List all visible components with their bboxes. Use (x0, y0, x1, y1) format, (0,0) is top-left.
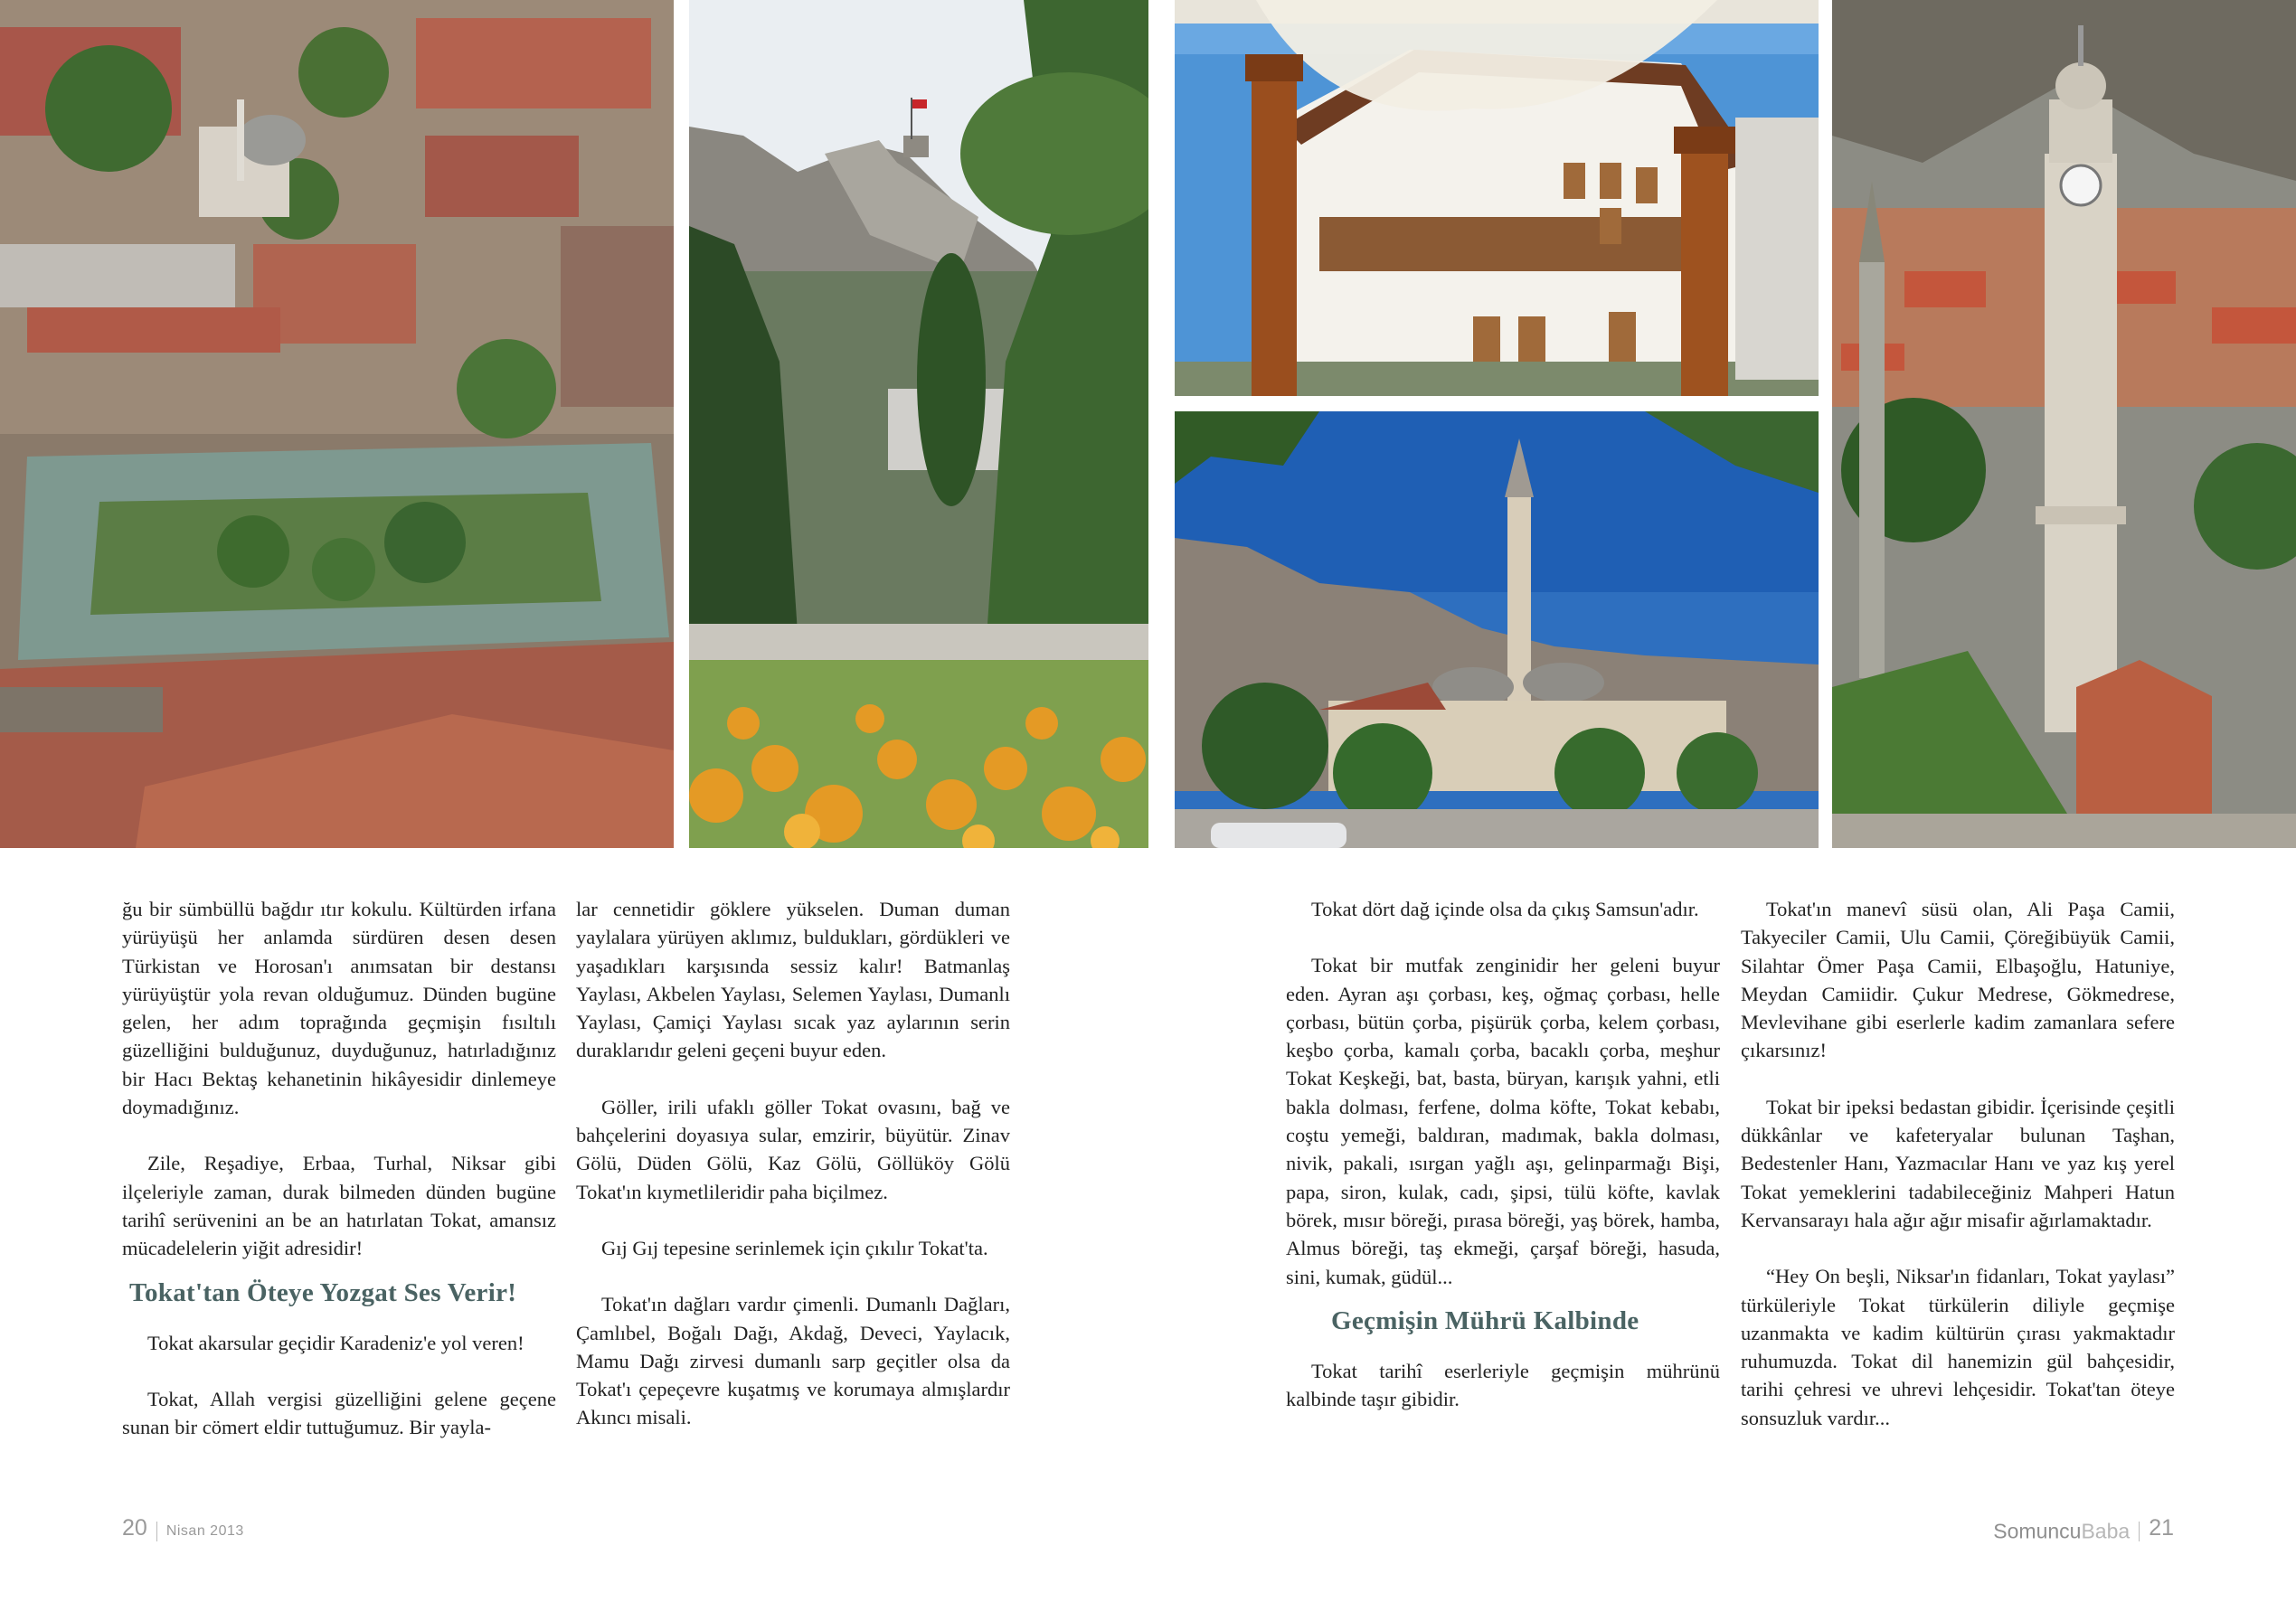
column-2 (576, 895, 1010, 1432)
paragraph: Tokat'ın manevî süsü olan, Ali Paşa Camii, Takyeciler Camii, Ulu Camii, Çöreğibüyük Camii, Silahtar Ömer Paşa Camii, Elbaşoğlu, Hatuniye, Meydan Camiidir. Çukur Medrese, Gökmedrese, Mevlevihane gibi eserlerle kadim zamanlara sefere çıkarsınız! (1741, 898, 2175, 1062)
column-3 (1286, 895, 1720, 1414)
magazine-logo (1993, 1519, 2130, 1542)
photo-mosque-minaret (1175, 411, 1819, 848)
column-4 (1741, 895, 2175, 1432)
paragraph: lar cennetidir göklere yükselen. Duman duman yaylalara yürüyen aklımız, buldukları, gördükleri ve yaşadıkları karşısında sessiz kalır! Batmanlaş Yaylası, Akbelen Yaylası, Selemen Yaylası, Dumanlı Yaylası, Çamiçi Yaylası sıcak yaz aylarının serin duraklarıdır geleni geçeni buyur eden. (576, 898, 1010, 1062)
logo-text: Baba (2081, 1519, 2131, 1543)
paragraph: Tokat'ın dağları vardır çimenli. Dumanlı Dağları, Çamlıbel, Boğalı Dağı, Akdağ, Deveci, Yaylacık, Mamu Dağı zirvesi dumanlı sarp geçitler olsa da Tokat'ı çepeçevre kuşatmış ve korumaya almışlardır Akıncı misali. (576, 1293, 1010, 1429)
photo-castle-flowers (689, 0, 1148, 848)
column-1 (122, 895, 556, 1442)
right-folio (1993, 1515, 2174, 1543)
logo-text: Somuncu (1993, 1519, 2082, 1543)
paragraph: Zile, Reşadiye, Erbaa, Turhal, Niksar gibi ilçeleriyle zaman, durak bilmeden dünden bugüne tarihî serüvenini an be an hatırlatan Tokat, amansız mücadelelerin yiğit adresidir! (122, 1152, 556, 1260)
page-number: 20 (122, 1515, 147, 1541)
paragraph: Gıj Gıj tepesine serinlemek için çıkılır Tokat'ta. (601, 1236, 988, 1259)
paragraph: Tokat tarihî eserleriyle geçmişin mührünü kalbinde taşır gibidir. (1286, 1360, 1720, 1411)
photo-clock-tower (1832, 0, 2296, 848)
photo-aerial-caravanserai (0, 0, 674, 848)
left-folio (122, 1515, 244, 1541)
photo-ottoman-house (1175, 0, 1819, 396)
paragraph: Göller, irili ufaklı göller Tokat ovasını, bağ ve bahçelerini doyasıya sular, emzirir, büyütür. Zinav Gölü, Düden Gölü, Kaz Gölü, Göllüköy Gölü Tokat'ın kıymetlileridir paha biçilmez. (576, 1095, 1010, 1203)
paragraph: Tokat bir mutfak zenginidir her geleni buyur eden. Ayran aşı çorbası, keş, oğmaç çorbası, helle çorbası, bütün çorba, pişürük çorba, kelem çorbası, keşbo çorba, kamalı çorba, bacaklı çorba, meşhur Tokat Keşkeği, bat, basta, büryan, karışık yahni, etli bakla dolması, ferfene, dolma köfte, Tokat kebabı, coştu yemeği, baldıran, madımak, bakla dolması, nivik, pakali, ısırgan yağlı aşı, gelinparmağı Bişi, papa, siron, kulak, cadı, şipsi, tülü köfte, kavlak börek, mısır böreği, pırasa böreği, yaş börek, hamba, Almus böreği, taş ekmeği, çarşaf böreği, hasuda, sini, kumak, güdül... (1286, 954, 1720, 1288)
paragraph: Tokat bir ipeksi bedastan gibidir. İçerisinde çeşitli dükkânlar ve kafeteryalar bulunan Taşhan, Bedestenler Hanı, Yazmacılar Hanı ve yaz kış yerel Tokat yemeklerini tadabileceğiniz Mahperi Hatun Kervansarayı hala ağır ağır misafir ağırlamaktadır. (1741, 1095, 2175, 1231)
issue-date: Nisan 2013 (165, 1522, 244, 1539)
paragraph: Tokat, Allah vergisi güzelliğini gelene geçene sunan bir cömert eldir tuttuğumuz. Bir yayla- (122, 1388, 556, 1439)
paragraph: Tokat dört dağ içinde olsa da çıkış Samsun'adır. (1311, 898, 1699, 920)
section-heading: Tokat'tan Öteye Yozgat Ses Verir! (129, 1277, 517, 1307)
paragraph: Tokat akarsular geçidir Karadeniz'e yol veren! (147, 1331, 524, 1354)
paragraph: “Hey On beşli, Niksar'ın fidanları, Tokat yaylası” türküleriyle Tokat türkülerin diliyle geçmişe uzanmakta ve kadim kültürün çırası yakmaktadır ruhumuzda. Tokat dil hanemizin gül bahçesidir, tarihi çehresi ve uhrevi lehçesidir. Tokat'tan öteye sonsuzluk vardır... (1741, 1265, 2175, 1429)
folio-divider (156, 1522, 157, 1541)
page-number: 21 (2149, 1515, 2174, 1541)
section-heading: Geçmişin Mührü Kalbinde (1331, 1305, 1639, 1335)
folio-divider (2139, 1522, 2140, 1541)
paragraph: ğu bir sümbüllü bağdır ıtır kokulu. Kültürden irfana yürüyüşü her anlamda sürdüren desen desen Türkistan ve Horosan'ı anımsatan bir destansı yürüyüştür yola revan olduğumuz. Dünden bugüne gelen, her adım toprağında geçmişin fısıltılı güzelliğini bulduğunuz, duyduğunuz, hatırladığınız bir Hacı Bektaş kehanetinin hikâyesidir dinlemeye doymadığınız. (122, 898, 556, 1119)
